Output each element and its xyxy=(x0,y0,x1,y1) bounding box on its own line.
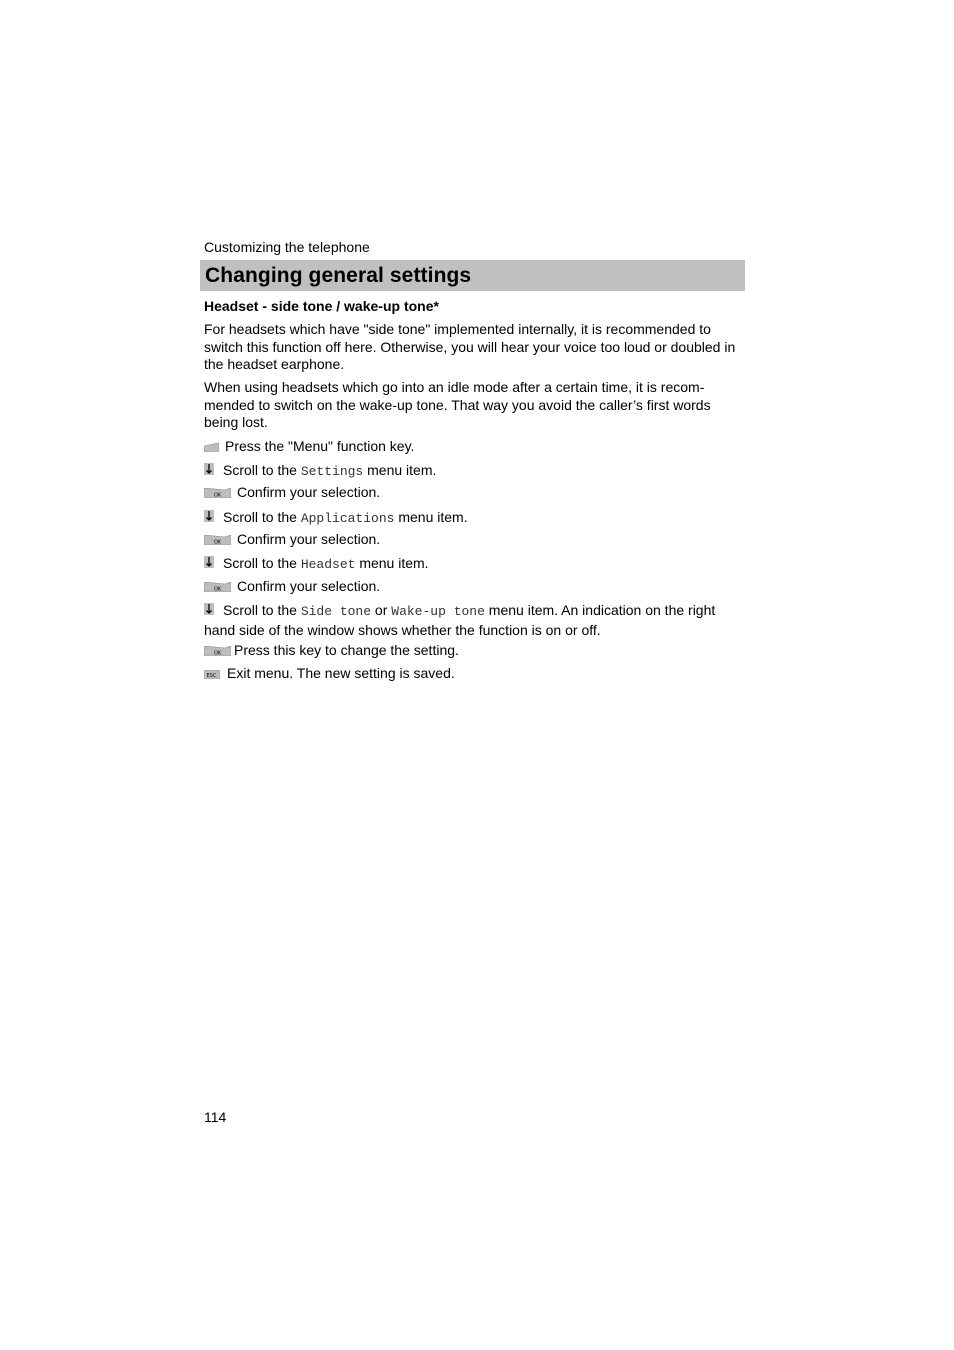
step-text: Scroll to the xyxy=(223,509,301,525)
step-text: or xyxy=(371,602,392,618)
scroll-down-icon xyxy=(204,603,214,615)
step-confirm-2 xyxy=(204,530,745,548)
step-scroll-applications xyxy=(204,508,745,528)
step-text: Confirm your selection. xyxy=(237,578,381,594)
step-text: Press this key to change the setting. xyxy=(234,642,459,658)
step-press-menu xyxy=(204,437,745,455)
step-change-setting xyxy=(204,641,745,659)
subheading: Headset - side tone / wake-up tone* xyxy=(204,298,439,314)
svg-text:OK: OK xyxy=(214,492,222,498)
manual-page xyxy=(204,238,745,681)
menu-item-wake-up-tone: Wake-up tone xyxy=(391,604,485,619)
esc-key-icon xyxy=(204,670,220,679)
page-number: 114 xyxy=(204,1109,227,1125)
step-exit-menu xyxy=(204,664,745,682)
step-text: Scroll to the xyxy=(223,555,301,571)
menu-item-applications: Applications xyxy=(300,511,395,526)
step-scroll-settings xyxy=(204,461,745,481)
menu-item-headset: Headset xyxy=(300,557,356,572)
svg-text:OK: OK xyxy=(214,539,222,545)
step-text: menu item. An indication on the right hand side of the window shows whether the function is on or off. xyxy=(204,602,716,638)
step-text: Press the "Menu" function key. xyxy=(225,438,415,454)
step-text: Confirm your selection. xyxy=(237,531,381,547)
paragraph-wake-up-tone: When using headsets which go into an idle mode after a certain time, it is recom- mended to switch on the wake-up tone. That way you avoid the caller’s first words being lost. xyxy=(204,379,711,430)
svg-text:ESC: ESC xyxy=(206,673,217,679)
step-confirm-3 xyxy=(204,577,745,595)
step-text: Confirm your selection. xyxy=(237,484,381,500)
ok-key-icon xyxy=(204,646,231,656)
step-text: menu item. xyxy=(363,462,437,478)
step-text: Scroll to the xyxy=(223,602,301,618)
menu-key-icon xyxy=(204,443,219,452)
ok-key-icon xyxy=(204,582,231,592)
page-title: Changing general settings xyxy=(205,264,472,287)
step-text: menu item. xyxy=(394,509,468,525)
ok-key-icon xyxy=(204,535,231,545)
menu-item-settings: Settings xyxy=(300,464,364,479)
step-text: menu item. xyxy=(355,555,429,571)
svg-text:OK: OK xyxy=(214,586,222,592)
step-scroll-side-tone xyxy=(204,601,745,639)
scroll-down-icon xyxy=(204,463,214,475)
paragraph-side-tone: For headsets which have "side tone" implemented internally, it is recommended to switch this function off here. Otherwise, you will hear your voice too loud or doubled in the headset earphone. xyxy=(204,321,736,372)
section-label: Customizing the telephone xyxy=(204,239,370,255)
step-scroll-headset xyxy=(204,554,745,574)
scroll-down-icon xyxy=(204,510,214,522)
menu-item-side-tone: Side tone xyxy=(300,604,372,619)
step-confirm-1 xyxy=(204,483,745,501)
step-text: Scroll to the xyxy=(223,462,301,478)
ok-key-icon xyxy=(204,488,231,498)
step-text: Exit menu. The new setting is saved. xyxy=(227,665,455,681)
scroll-down-icon xyxy=(204,556,214,568)
svg-text:OK: OK xyxy=(214,650,222,656)
